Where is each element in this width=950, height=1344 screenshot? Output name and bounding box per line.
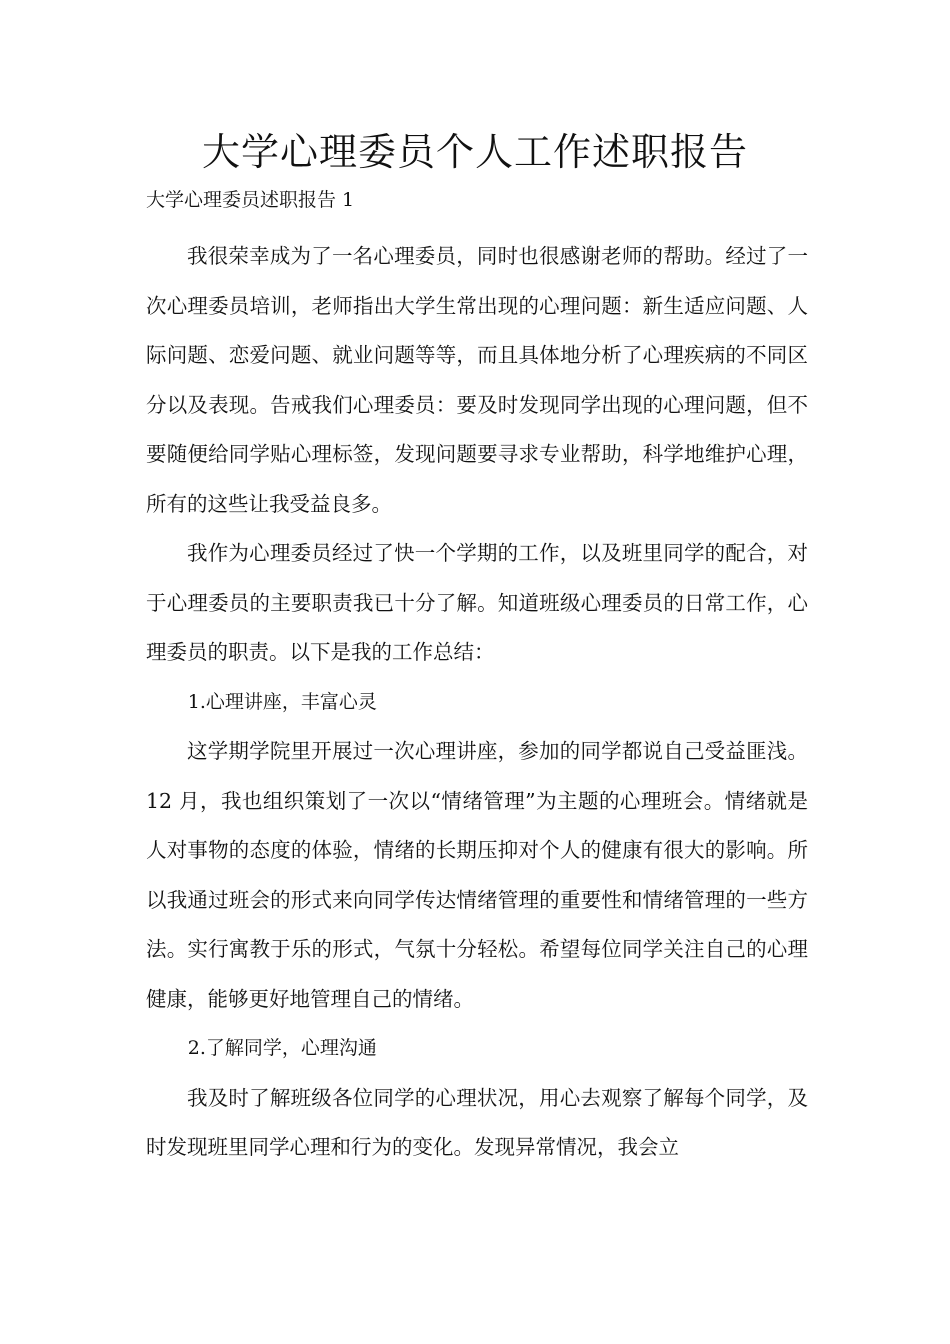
paragraph-intro: 我很荣幸成为了一名心理委员，同时也很感谢老师的帮助。经过了一次心理委员培训，老师指出大学生常出现的心理问题：新生适应问题、人际问题、恋爱问题、就业问题等等，而且具体地分析了心理疾病的不同区分以及表现。告戒我们心理委员：要及时发现同学出现的心理问题，但不要随便给同学贴心理标签，发现问题要寻求专业帮助，科学地维护心理，所有的这些让我受益良多。: [146, 244, 808, 516]
paragraph-communication: 我及时了解班级各位同学的心理状况，用心去观察了解每个同学，及时发现班里同学心理和行为的变化。发现异常情况，我会立: [146, 1085, 808, 1159]
document-body: [146, 232, 808, 1173]
section-heading-communication: 2.了解同学，心理沟通: [187, 1037, 377, 1059]
paragraph-lecture: 这学期学院里开展过一次心理讲座，参加的同学都说自己受益匪浅。12 月，我也组织策划了一次以“情绪管理”为主题的心理班会。情绪就是人对事物的态度的体验，情绪的长期压抑对个人的健康有很大的影响。所以我通过班会的形式来向同学传达情绪管理的重要性和情绪管理的一些方法。实行寓教于乐的形式，气氛十分轻松。希望每位同学关注自己的心理健康，能够更好地管理自己的情绪。: [146, 739, 808, 1011]
paragraph-duties: 我作为心理委员经过了快一个学期的工作，以及班里同学的配合，对于心理委员的主要职责我已十分了解。知道班级心理委员的日常工作，心理委员的职责。以下是我的工作总结：: [146, 541, 808, 664]
document-title: 大学心理委员个人工作述职报告: [201, 130, 748, 174]
section-heading-lecture: 1.心理讲座，丰富心灵: [187, 690, 377, 713]
document-subtitle: 大学心理委员述职报告 1: [146, 189, 355, 211]
